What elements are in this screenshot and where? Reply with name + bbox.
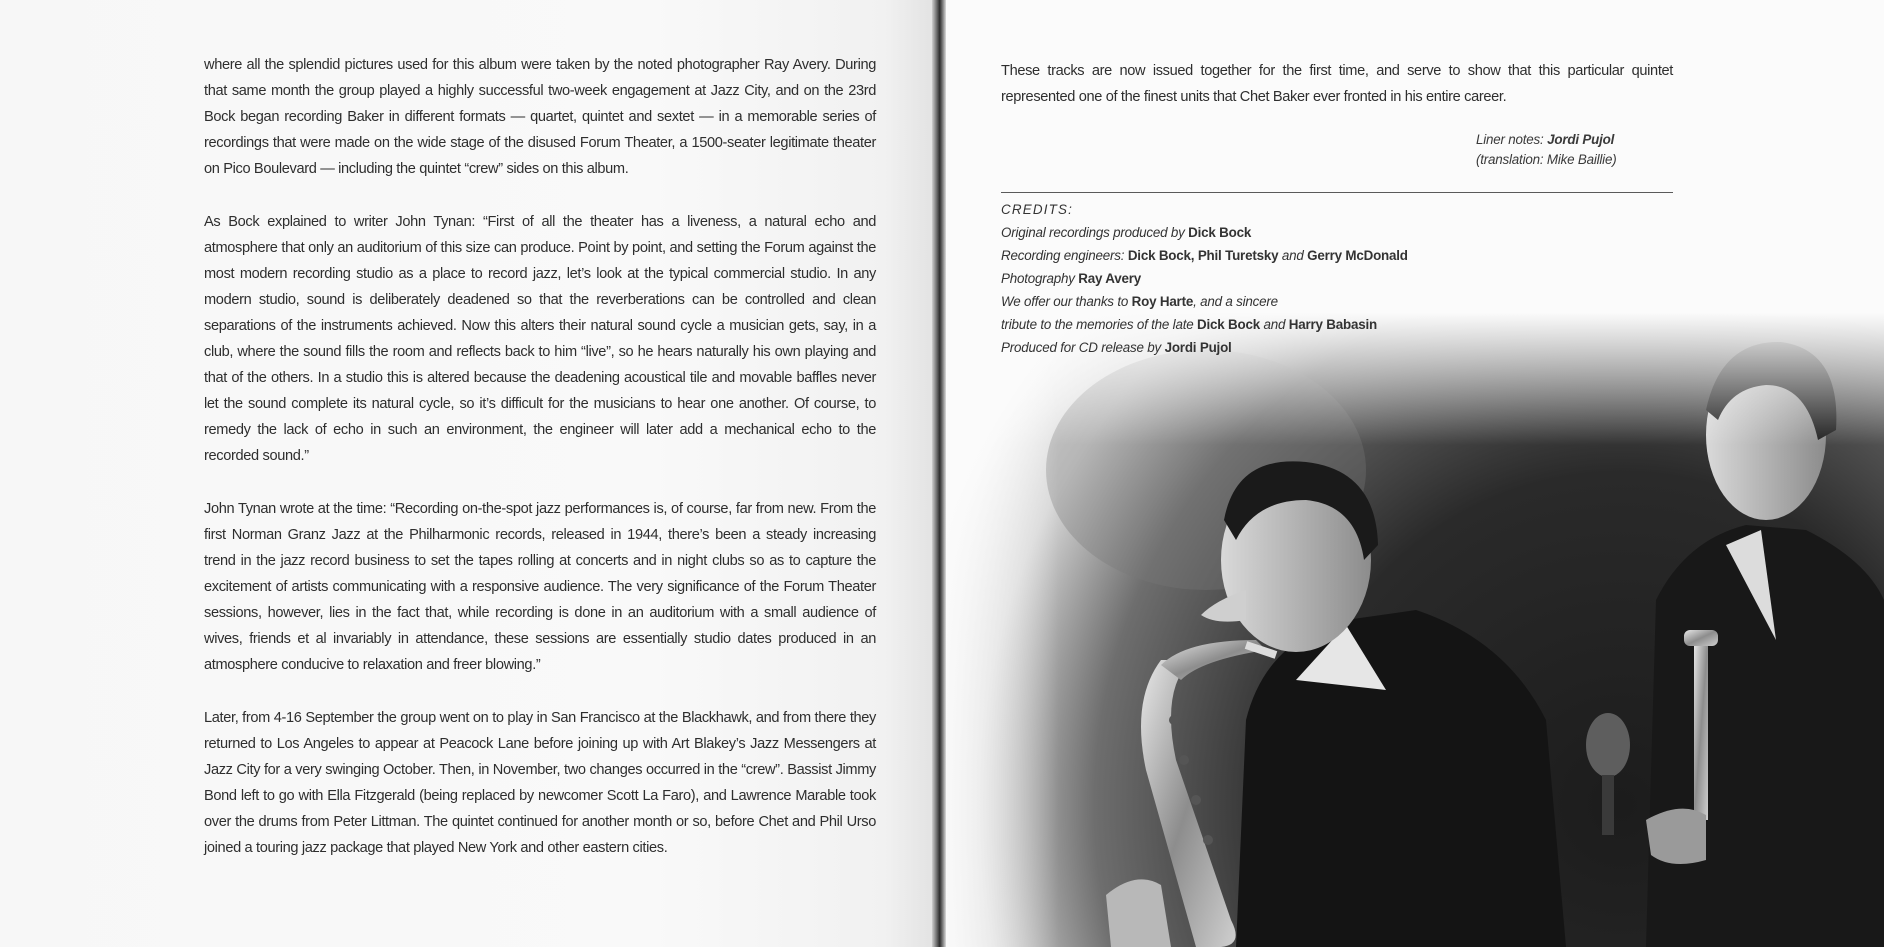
liner-notes bbox=[1476, 130, 1616, 170]
credit-photography bbox=[1001, 267, 1501, 290]
liner-notes-label: Liner notes: bbox=[1476, 132, 1544, 147]
credit-producer-name: Dick Bock bbox=[1188, 225, 1252, 240]
paragraph-2: As Bock explained to writer John Tynan: “First of all the theater has a liveness, a natural echo and atmosphere that only an auditorium of this size can produce. Point by point, and setting the Forum against the most modern recording studio as a place to record jazz, let’s look at the typical commercial studio. In any modern studio, sound is deliberately deadened so that the reverberations can be controlled and clean separations of the instruments achieved. Now this alters their natural sound cycle a musician gets, say, in a club, where the sound fills the room and reflects back to him “live”, so he hears naturally his own playing and that of the others. In a studio this is altered because the deadening acoustical tile and movable baffles never let the sound complete its natural cycle, so it’s difficult for the musicians to hear one another. Of course, to remedy the lack of echo in such an environment, the engineer will later add a mechanical echo to the recorded sound.” bbox=[204, 214, 876, 464]
credit-tribute-and: and bbox=[1263, 317, 1286, 332]
credit-cd-label: Produced for CD release by bbox=[1001, 340, 1162, 355]
translation-credit: (translation: Mike Baillie) bbox=[1476, 152, 1617, 167]
credit-producer bbox=[1001, 221, 1501, 244]
credit-tribute-name-2: Harry Babasin bbox=[1288, 317, 1377, 332]
liner-notes-line bbox=[1476, 130, 1616, 150]
credit-engineer-third: Gerry McDonald bbox=[1307, 248, 1408, 263]
booklet-spine bbox=[932, 0, 946, 947]
credit-photography-label: Photography bbox=[1001, 271, 1075, 286]
credit-tribute-name-1: Dick Bock bbox=[1197, 317, 1260, 332]
credit-cd-name: Jordi Pujol bbox=[1164, 340, 1232, 355]
paragraph-3: John Tynan wrote at the time: “Recording on-the-spot jazz performances is, of course, far from new. From the first Norman Granz Jazz at the Philharmonic records, released in 1944, there’s been a steady increasing trend in the jazz record business to set the tapes rolling at concerts and in night clubs so as to capture the excitement of artists communicating with a responsive audience. The very significance of the Forum Theater sessions, however, lies in the fact that, while recording is done in an auditorium with a small audience of wives, friends et al invariably in attendance, these sessions are essentially studio dates produced in an atmosphere conducive to relaxation and freer blowing.” bbox=[204, 501, 876, 673]
credit-engineers-and: and bbox=[1281, 248, 1304, 263]
left-page bbox=[0, 0, 932, 947]
credit-photography-name: Ray Avery bbox=[1078, 271, 1141, 286]
credits-block bbox=[1001, 198, 1501, 359]
credit-engineers-label: Recording engineers: bbox=[1001, 248, 1125, 263]
right-page bbox=[946, 0, 1884, 947]
credit-tribute-label: tribute to the memories of the late bbox=[1001, 317, 1194, 332]
credit-cd-release bbox=[1001, 336, 1501, 359]
credit-thanks bbox=[1001, 290, 1501, 313]
credit-engineers-names: Dick Bock, Phil Turetsky bbox=[1127, 248, 1279, 263]
credit-thanks-label: We offer our thanks to bbox=[1001, 294, 1129, 309]
credits-heading: CREDITS: bbox=[1001, 202, 1074, 217]
credit-tribute bbox=[1001, 313, 1501, 336]
credit-thanks-suffix: , and a sincere bbox=[1193, 294, 1278, 309]
intro-paragraph: These tracks are now issued together for the first time, and serve to show that this particular quintet represented one of the finest units that Chet Baker ever fronted in his entire career. bbox=[1001, 63, 1673, 105]
credit-engineers bbox=[1001, 244, 1501, 267]
liner-notes-author: Jordi Pujol bbox=[1547, 132, 1615, 147]
credit-thanks-name: Roy Harte bbox=[1131, 294, 1194, 309]
credit-producer-label: Original recordings produced by bbox=[1001, 225, 1185, 240]
credits-divider bbox=[1001, 192, 1673, 193]
left-text-column bbox=[204, 52, 876, 888]
band-photo bbox=[946, 0, 1884, 947]
paragraph-4: Later, from 4-16 September the group went on to play in San Francisco at the Blackhawk, and from there they returned to Los Angeles to appear at Peacock Lane before joining up with Art Blakey’s Jazz Messengers at Jazz City for a very swinging October. Then, in November, two changes occurred in the “crew”. Bassist Jimmy Bond left to go with Ella Fitzgerald (being replaced by newcomer Scott La Faro), and Lawrence Marable took over the drums from Peter Littman. The quintet continued for another month or so, before Chet and Phil Urso joined a touring jazz package that played New York and other eastern cities. bbox=[204, 710, 876, 856]
paragraph-1: where all the splendid pictures used for this album were taken by the noted photographer Ray Avery. During that same month the group played a highly successful two-week engagement at Jazz City, and on the 23rd Bock began recording Baker in different formats — quartet, quintet and sextet — in a memorable series of recordings that were made on the wide stage of the disused Forum Theater, a 1500-seater legitimate theater on Pico Boulevard — including the quintet “crew” sides on this album. bbox=[204, 57, 876, 177]
